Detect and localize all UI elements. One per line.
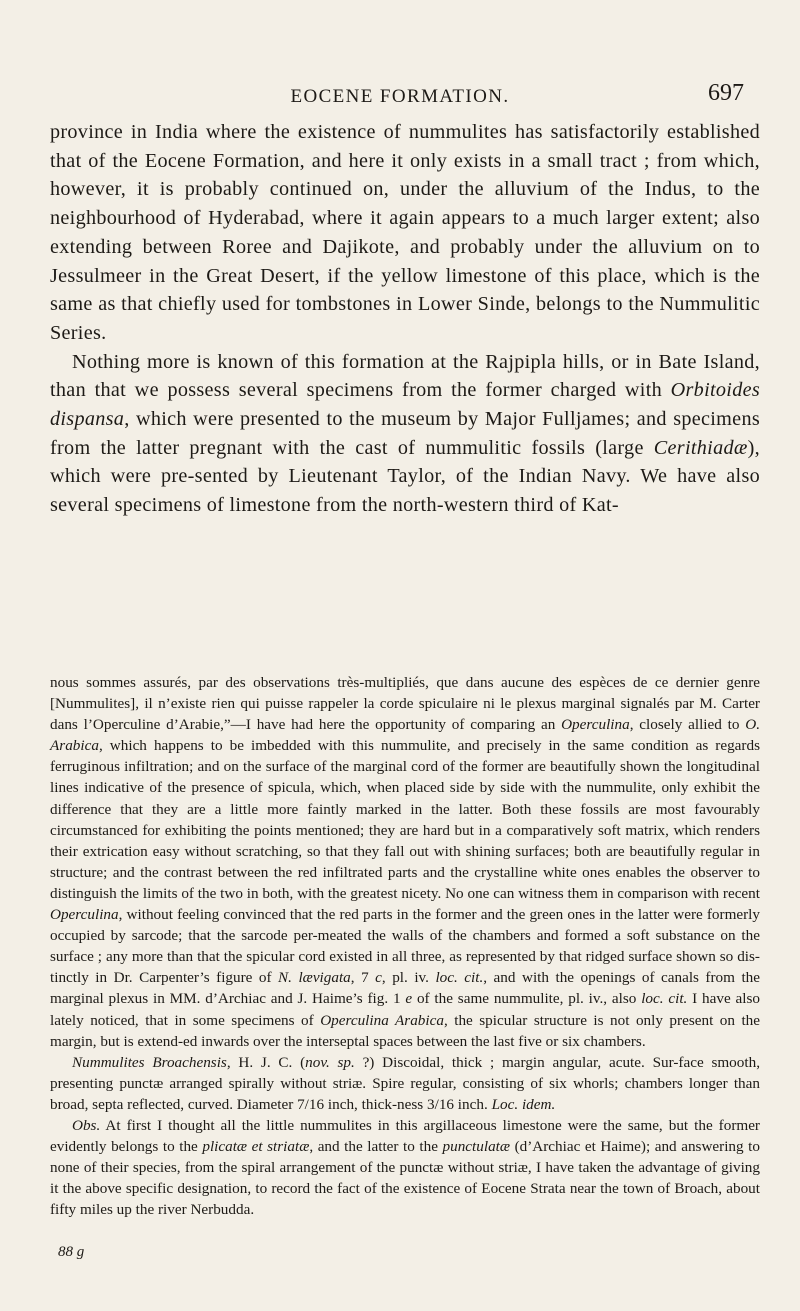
note-paragraph-obs [50, 1115, 760, 1220]
taxon-name: Operculina Arabica [320, 1011, 444, 1029]
citation: Loc. idem. [491, 1095, 556, 1113]
paragraph-rajpipla [50, 348, 760, 520]
taxon-name: O. Arabica [50, 716, 760, 755]
citation: loc. cit. [641, 990, 688, 1008]
taxon-name: Operculina [50, 906, 119, 924]
text-run: nous sommes assurés, par des observations très-multipliés, que dans aucune des espèces de ce dernier genre [Nummulites], il n’existe rien qui puisse rappeler la corde spiculaire ni le plexus marginal signalés par M. Carter dans l’Operculine d’Arabie,”—I have had here the opportunity of comparing an [50, 674, 760, 734]
text-run: , the spicular structure is not only present on the margin, but is extend-ed inwards over the interseptal spaces between the last five or six chambers. [50, 1011, 760, 1050]
footnote-text [50, 672, 760, 1220]
figure-letter: c [375, 969, 382, 987]
page-number: 697 [708, 80, 744, 106]
text-run: , and with the openings of canals from the marginal plexus in MM. d’Archiac and J. Haime’s fig. 1 [50, 969, 761, 1008]
text-run: , closely allied to [629, 716, 746, 734]
text-run: Nothing more is known of this formation at the Rajpipla hills, or in Bate Island, than that we possess several specimens from the former charged with [50, 350, 760, 402]
text-run: At first I thought all the little nummulites in this argillaceous limestone were the same, but the former evidently belongs to the [50, 1116, 760, 1156]
text-run: of the same nummulite, pl. iv., also [412, 990, 642, 1008]
taxon-name: Nummulites Broachensis [72, 1053, 227, 1071]
obs-label: Obs. [72, 1116, 101, 1134]
page-header [0, 80, 800, 114]
taxon-name: Orbitoides dispansa [50, 379, 760, 431]
text-run: ), which were pre-sented by Lieutenant Taylor, of the Indian Navy. We have also several specimens of limestone from the north-western third of Kat- [50, 436, 760, 517]
text-run: , pl. iv. [381, 969, 436, 987]
text-run: I have also lately noticed, that in some specimens of [50, 990, 761, 1029]
nov-sp: nov. sp. [305, 1053, 355, 1071]
signature-mark: 88 g [58, 1244, 85, 1260]
taxon-name: Cerithiadæ [653, 436, 748, 459]
text-run: , and the latter to the [309, 1138, 443, 1156]
taxon-group: punctulatæ [442, 1138, 511, 1156]
text-run: , which were presented to the museum by Major Fulljames; and specimens from the latter pregnant with the cast of nummulitic fossils (large [50, 408, 760, 459]
text-run: (d’Archiac et Haime); and answering to none of their species, from the spiral arrangement of the punctæ without striæ, I have taken the advantage of giving it the above specific designation, to record the fact of the existence of Eocene Strata near the town of Broach, about fifty miles up the river Nerbudda. [50, 1138, 760, 1219]
text-run: , which happens to be imbedded with this nummulite, and precisely in the same condition as regards ferruginous infiltration; and on the surface of the marginal cord of the former are beautifully shown the longitudinal lines indicative of the presence of spicula, which, when placed side by side with the nummulite, only exhibit the difference that they are a little more faintly marked in the latter. Both these fossils are most favourably circumstanced for exhibiting the points mentioned; they are hard but in a comparatively soft matrix, which renders their extrication easy without scratching, so that they fall out with shining surfaces; both are beautifully regular in structure; and the contrast between the red infiltrated parts and the crystalline white ones enables the observer to distinguish the limits of the two in both, with the greatest nicety. No one can witness them in comparison with recent [50, 737, 760, 902]
running-head: EOCENE FORMATION. [290, 86, 510, 107]
text-run: , H. J. C. ( [226, 1053, 306, 1071]
note-paragraph-broachensis [50, 1052, 760, 1115]
figure-letter: e [405, 990, 413, 1008]
text-run: , 7 [350, 969, 376, 987]
text-run: province in India where the existence of nummulites has satisfactorily established that of the Eocene Formation, and here it only exists in a small tract ; from which, however, it is probably continued on, under the alluvium of the Indus, to the neighbourhood of Hyderabad, where it again appears to a much larger extent; also extending between Roree and Dajikote, and probably under the alluvium on to Jessulmeer in the Great Desert, if the yellow limestone of this place, which is the same as that chiefly used for tombstones in Lower Sinde, belongs to the Nummulitic Series. [50, 121, 760, 344]
paragraph-province [50, 118, 760, 348]
taxon-name: N. lævigata [278, 969, 351, 987]
taxon-group: plicatæ et striatæ [202, 1138, 310, 1156]
taxon-name: Operculina [561, 716, 630, 734]
text-run: ?) Discoidal, thick ; margin angular, acute. Sur-face smooth, presenting punctæ arranged spirally without striæ. Spire regular, consisting of six whorls; chambers longer than broad, septa reflected, curved. Diameter 7/16 inch, thick-ness 3/16 inch. [50, 1053, 760, 1113]
main-text [50, 118, 760, 520]
note-paragraph-operculina [50, 672, 760, 1052]
citation: loc. cit. [435, 969, 484, 987]
text-run: , without feeling convinced that the red parts in the former and the green ones in the latter were formerly occupied by sarcode; that the sarcode per-meated the walls of the chambers and formed a soft substance on the surface ; any more than that the spicular cord existed in all three, as represented by that ridged surface shown so dis-tinctly in Dr. Carpenter’s figure of [50, 906, 760, 987]
